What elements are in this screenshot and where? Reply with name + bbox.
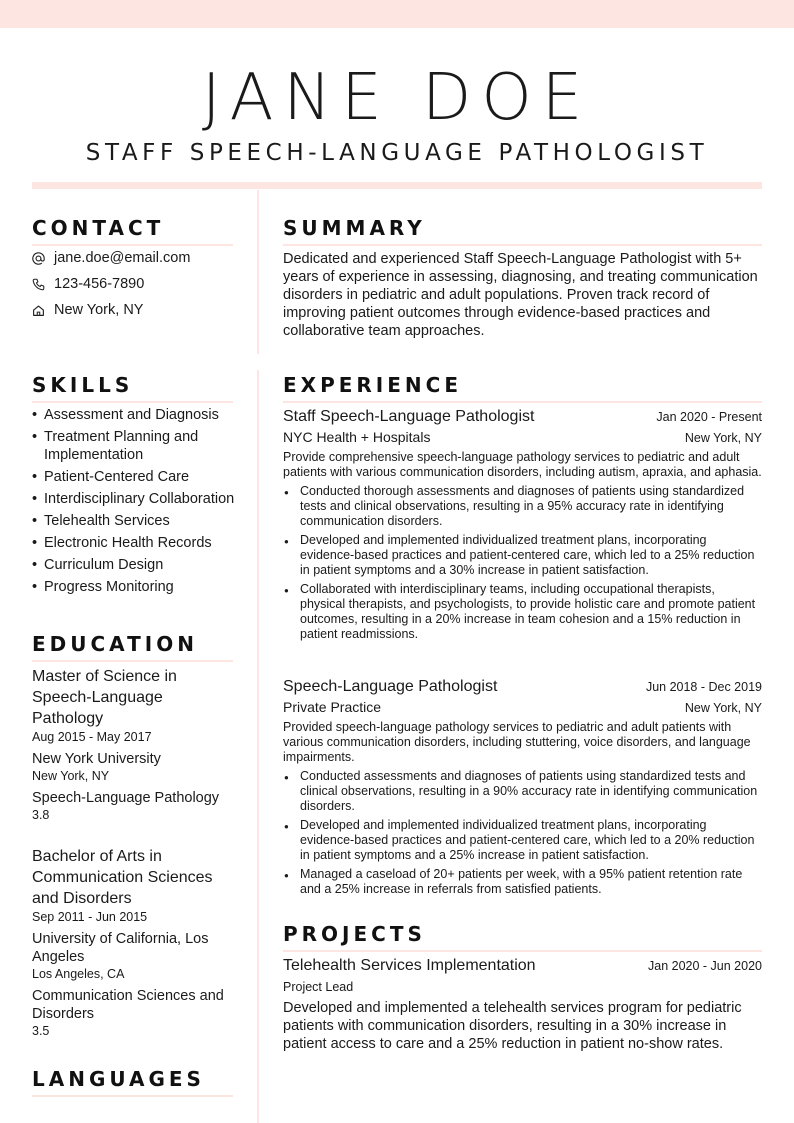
school-name: New York University: [32, 751, 161, 767]
school-location: Los Angeles, CA: [32, 967, 125, 981]
job-location: New York, NY: [684, 701, 762, 715]
gpa: 3.5: [32, 1024, 50, 1038]
skill-item: • Assessment and Diagnosis: [32, 406, 242, 424]
company-name: Private Practice: [283, 699, 382, 715]
job-bullet: ● Developed and implemented individualized treatment plans, incorporating evidence-based practices and patient-centered care, which led to a 20% reduction in patient symptoms and a 25% increase in patient satisfaction.: [283, 818, 762, 863]
project-dates: Jan 2020 - Jun 2020: [648, 959, 762, 973]
phone-text: 123-456-7890: [54, 276, 145, 292]
job-bullet: ● Conducted assessments and diagnoses of patients using standardized tests and clinical observations, resulting in a 90% accuracy rate in identifying communication disorders.: [283, 769, 762, 814]
degree-dates: Aug 2015 - May 2017: [32, 730, 152, 744]
at-sign-icon: [32, 252, 54, 265]
experience-entry: [283, 676, 762, 901]
candidate-title: STAFF SPEECH-LANGUAGE PATHOLOGIST: [85, 140, 709, 166]
contact-phone[interactable]: [32, 275, 144, 293]
job-dates: Jan 2020 - Present: [656, 410, 762, 424]
summary-heading: SUMMARY: [283, 216, 762, 246]
degree-dates: Sep 2011 - Jun 2015: [32, 910, 148, 924]
gpa: 3.8: [32, 808, 50, 822]
job-dates: Jun 2018 - Dec 2019: [645, 680, 762, 694]
column-divider-top: [257, 190, 259, 354]
header-divider: [32, 182, 762, 189]
skill-item: • Progress Monitoring: [32, 578, 242, 596]
languages-heading: LANGUAGES: [32, 1067, 233, 1097]
experience-entry: [283, 406, 762, 646]
school-location: New York, NY: [32, 769, 110, 783]
job-bullet: ● Conducted thorough assessments and diagnoses of patients using standardized tests and clinical observations, resulting in a 95% accuracy rate in identifying communication disorders.: [283, 484, 762, 529]
skill-item: • Electronic Health Records: [32, 534, 242, 552]
job-description: Provided speech-language pathology services to pediatric and adult patients with various communication disorders, including stuttering, voice disorders, and language impairments.: [283, 720, 751, 764]
skill-item: • Curriculum Design: [32, 556, 242, 574]
field-of-study: Speech-Language Pathology: [32, 790, 220, 806]
project-role: Project Lead: [283, 980, 354, 994]
job-bullet: ● Managed a caseload of 20+ patients per week, with a 95% patient retention rate and a 25% increase in referrals from satisfied patients.: [283, 867, 762, 897]
skill-item: • Treatment Planning and Implementation: [32, 428, 242, 464]
job-bullet: ● Developed and implemented individualized treatment plans, incorporating evidence-based practices and patient-centered care, which led to a 25% reduction in patient symptoms and a 30% increase in patient satisfaction.: [283, 533, 762, 578]
project-entry: [283, 955, 762, 1053]
degree-title: Master of Science in Speech-Language Pathology: [32, 668, 177, 727]
email-text: jane.doe@email.com: [54, 250, 191, 266]
location-text: New York, NY: [54, 302, 144, 318]
education-entry: [32, 846, 237, 1044]
home-icon: [32, 304, 54, 317]
degree-title: Bachelor of Arts in Communication Sciences and Disorders: [32, 848, 213, 907]
column-divider-bottom: [257, 370, 259, 1123]
skill-item: • Interdisciplinary Collaboration: [32, 490, 242, 508]
school-name: University of California, Los Angeles: [32, 931, 209, 965]
job-title: Speech-Language Pathologist: [283, 678, 498, 695]
projects-heading: PROJECTS: [283, 922, 762, 952]
project-title: Telehealth Services Implementation: [283, 957, 536, 974]
job-description: Provide comprehensive speech-language pathology services to pediatric and adult patients with various communication disorders, including autism, apraxia, and aphasia.: [283, 450, 762, 479]
project-description: Developed and implemented a telehealth services program for pediatric patients with communication disorders, resulting in a 30% increase in patient access to care and a 25% reduction in patient no-show rates.: [283, 1000, 742, 1052]
job-location: New York, NY: [684, 431, 762, 445]
job-bullets: [283, 769, 762, 897]
skills-heading: SKILLS: [32, 373, 233, 403]
job-bullets: [283, 484, 762, 642]
phone-icon: [32, 278, 54, 291]
job-bullet: ● Collaborated with interdisciplinary teams, including occupational therapists, physical therapists, and psychologists, to provide holistic care and promote patient outcomes, resulting in a 20% increase in team cohesion and a 15% reduction in patient readmissions.: [283, 582, 762, 642]
education-entry: [32, 666, 237, 828]
skills-list: [32, 406, 242, 600]
summary-text: Dedicated and experienced Staff Speech-Language Pathologist with 5+ years of experience in assessing, diagnosing, and treating communication disorders in pediatric and adult populations. Proven track record of improving patient outcomes through evidence-based practices and collaborative team approaches.: [283, 251, 758, 339]
contact-email[interactable]: [32, 249, 190, 267]
skill-item: • Telehealth Services: [32, 512, 242, 530]
candidate-name: JANE DOE: [201, 61, 593, 135]
company-name: NYC Health + Hospitals: [283, 429, 431, 445]
job-title: Staff Speech-Language Pathologist: [283, 408, 535, 425]
contact-location: [32, 301, 143, 319]
education-heading: EDUCATION: [32, 632, 233, 662]
top-accent-bar: [0, 0, 794, 28]
field-of-study: Communication Sciences and Disorders: [32, 988, 224, 1022]
contact-heading: CONTACT: [32, 216, 233, 246]
skill-item: • Patient-Centered Care: [32, 468, 242, 486]
experience-heading: EXPERIENCE: [283, 373, 762, 403]
